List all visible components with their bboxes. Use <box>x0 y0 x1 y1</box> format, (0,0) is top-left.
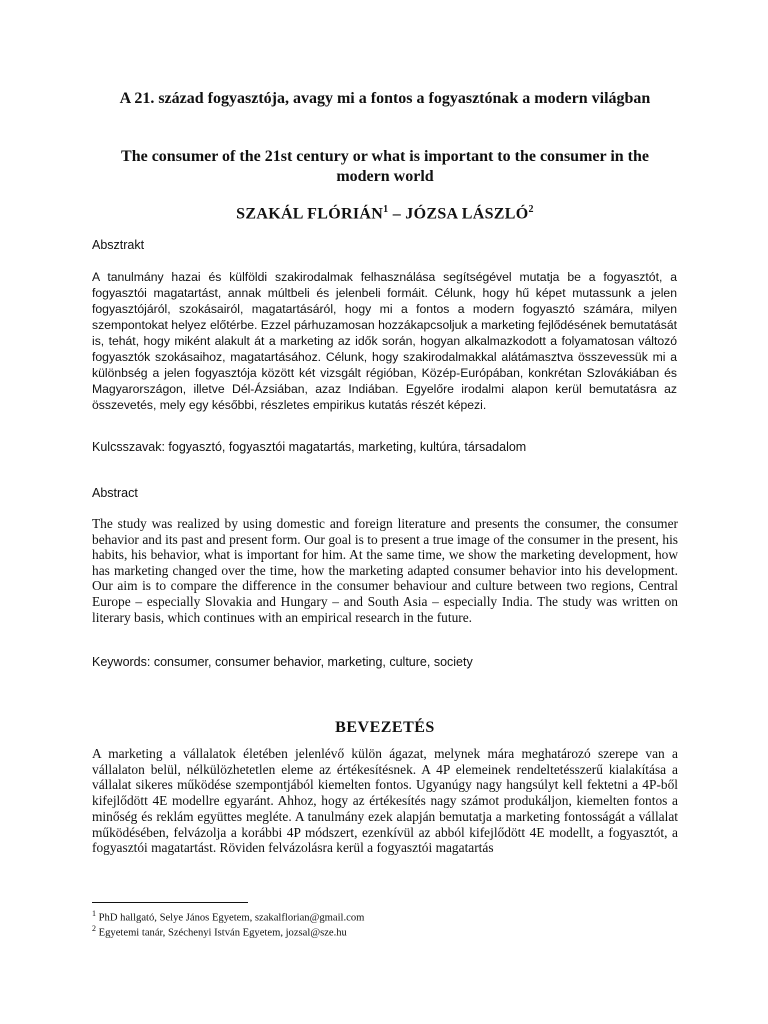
footnote-marker: 2 <box>528 204 534 215</box>
footnote-text: Egyetemi tanár, Széchenyi István Egyetem, jozsal@sze.hu <box>98 927 347 939</box>
author-separator: – <box>388 205 406 223</box>
footnote-2 <box>92 922 347 940</box>
footnote-number: 1 <box>92 909 96 918</box>
author-name: JÓZSA LÁSZLÓ <box>405 205 529 223</box>
keywords-english: Keywords: consumer, consumer behavior, marketing, culture, society <box>92 655 473 669</box>
title-hungarian: A 21. század fogyasztója, avagy mi a fontos a fogyasztónak a modern világban <box>119 90 651 107</box>
section-heading: BEVEZETÉS <box>335 719 435 736</box>
keywords-hungarian: Kulcsszavak: fogyasztó, fogyasztói magatartás, marketing, kultúra, társadalom <box>92 440 527 454</box>
abstract-hungarian-label: Absztrakt <box>92 238 145 252</box>
abstract-english-text: The study was realized by using domestic and foreign literature and presents the consumer, the consumer behavior and its past and present form. Our goal is to present a true image of the consumer in the present, his habits, his behavior, what is important for him. At the same time, we show the marketing development, how has marketing changed over the time, how the marketing adapted consumer behavior into his development. Our aim is to compare the difference in the consumer behaviour and culture between two regions, Central Europe – especially Slovakia and Hungary – and South Asia – especially India. The study was written on literary basis, which continues with an empirical research in the future. <box>92 516 678 625</box>
abstract-hungarian-text: A tanulmány hazai és külföldi szakirodalmak felhasználása segítségével mutatja be a fogyasztót, a fogyasztói magatartást, annak múltbeli és jelenbeli formáit. Célunk, hogy hű képet mutassunk a jelen fogyasztójáról, szokásairól, magatartásáról, hogy mi a fontos a modern fogyasztó számára, milyen szempontokat helyez előtérbe. Ezzel párhuzamosan hozzákapcsoljuk a marketing fejlődésének bemutatását is, tehát, hogy miként alakult át a marketing az idők során, hogyan alkalmazkodott a folyamatosan változó fogyasztók szokásaihoz, magatartásához. Célunk, hogy szakirodalmakkal alátámasztva összevessük mi a különbség a jelen fogyasztója között két vizsgált régióban, Közép-Európában, konkrétan Szlovákiában és Magyarországon, illetve Dél-Ázsiában, azaz Indiában. Egyelőre irodalmi alapon kerül bemutatásra az összevetés, mely egy későbbi, részletes empirikus kutatás részét képezi. <box>92 270 677 412</box>
abstract-english-label: Abstract <box>92 486 138 500</box>
footnote-marker: 1 <box>383 204 389 215</box>
footnote-number: 2 <box>92 924 96 933</box>
author-name: SZAKÁL FLÓRIÁN <box>236 205 384 223</box>
author-line <box>100 204 670 223</box>
footnote-text: PhD hallgató, Selye János Egyetem, szakalflorian@gmail.com <box>98 912 365 924</box>
title-english: The consumer of the 21st century or what is important to the consumer in the modern world <box>121 148 649 185</box>
section-body-text: A marketing a vállalatok életében jelenlévő külön ágazat, melynek mára meghatározó szerepe van a vállalaton belül, nélkülözhetetlen eleme az értékesítésnek. A 4P elemeinek rendeltetésszerű kialakítása a vállalat sikeres működése szempontjából kiemelten fontos. Ugyanúgy nagy hangsúlyt kell fektetni a 4P-ből kifejlődött 4E modellre egyaránt. Ahhoz, hogy az értékesítés nagy számot produkáljon, kiemelten fontos a minőség és reklám együttes megléte. A tanulmány ezek alapján bemutatja a marketing fontosságát a vállalat működésében, felvázolja a korábbi 4P módszert, ezenkívül az abból kifejlődött 4E modellt, a fogyasztót, a fogyasztói magatartást. Röviden felvázolásra kerül a fogyasztói magatartás <box>92 746 678 856</box>
footnote-divider <box>92 902 248 903</box>
